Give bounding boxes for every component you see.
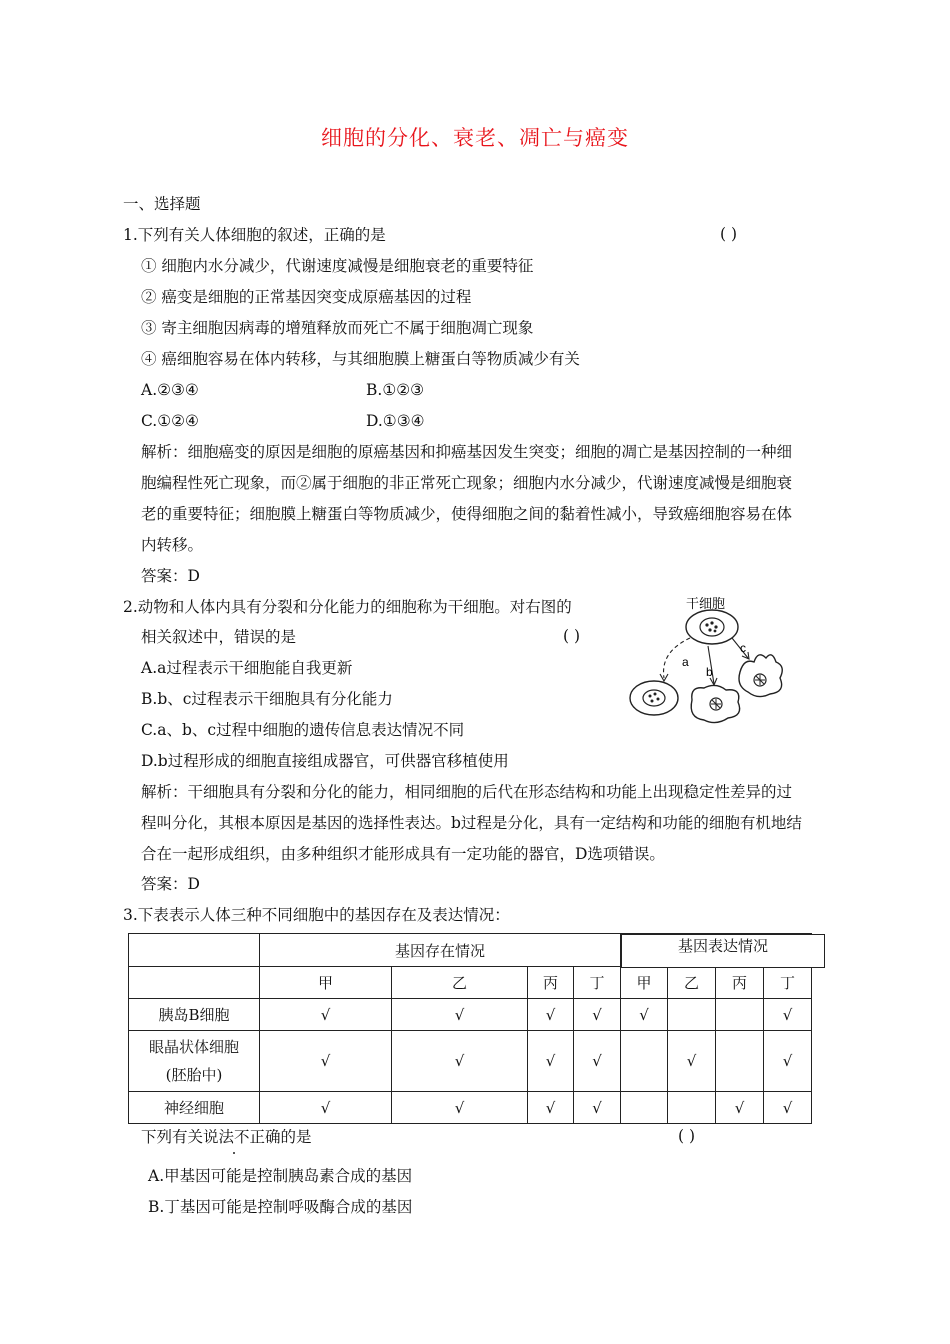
q1-item-4: ④ 癌细胞容易在体内转移，与其细胞膜上糖蛋白等物质减少有关 — [141, 350, 580, 368]
table-cell: √ — [528, 1092, 574, 1124]
q1-answer: 答案：D — [141, 567, 200, 585]
daughter-stem-cell-icon — [630, 681, 678, 715]
q3-stem: 3.下表表示人体三种不同细胞中的基因存在及表达情况： — [123, 906, 510, 924]
gene-col-header: 丁 — [764, 967, 812, 999]
q2-option-b: B.b、c过程表示干细胞具有分化能力 — [141, 690, 393, 708]
table-cell — [621, 1092, 668, 1124]
q1-analysis-line: 内转移。 — [141, 536, 204, 554]
stem-cell-icon — [686, 610, 738, 644]
table-cell: √ — [764, 1092, 812, 1124]
gene-col-header: 乙 — [392, 967, 528, 999]
q1-item-3: ③ 寄主细胞因病毒的增殖释放而死亡不属于细胞凋亡现象 — [141, 319, 534, 337]
gene-col-header: 甲 — [621, 967, 668, 999]
table-row — [129, 999, 812, 1031]
table-cell: √ — [392, 1092, 528, 1124]
table-cell: √ — [574, 1092, 621, 1124]
row-label: 神经细胞 — [129, 1092, 260, 1124]
row-label: 胰岛B细胞 — [129, 999, 260, 1031]
q2-analysis-line: 解析：干细胞具有分裂和分化的能力，相同细胞的后代在形态结构和功能上出现稳定性差异的过 — [141, 783, 793, 801]
differentiated-cell-b-icon — [691, 685, 739, 722]
table-cell: √ — [528, 999, 574, 1031]
table-cell — [716, 999, 764, 1031]
table-cell: √ — [260, 1092, 392, 1124]
page-title: 细胞的分化、衰老、凋亡与癌变 — [321, 126, 629, 150]
table-cell: √ — [764, 1031, 812, 1092]
header-express: 基因表达情况 — [621, 934, 825, 968]
table-cell: √ — [260, 1031, 392, 1092]
gene-col-header: 丁 — [574, 967, 621, 999]
table-cell: √ — [716, 1092, 764, 1124]
q1-option-c: C.①②④ — [141, 412, 199, 430]
arrow-a-label: a — [682, 655, 689, 669]
table-cell: √ — [574, 999, 621, 1031]
gene-col-header: 甲 — [260, 967, 392, 999]
q1-option-a: A.②③④ — [141, 381, 199, 399]
table-cell — [668, 1092, 716, 1124]
q1-item-1: ① 细胞内水分减少，代谢速度减慢是细胞衰老的重要特征 — [141, 257, 534, 275]
q1-analysis-line: 老的重要特征；细胞膜上糖蛋白等物质减少，使得细胞之间的黏着性减小，导致癌细胞容易在体 — [141, 505, 793, 523]
differentiated-cell-c-icon — [739, 655, 782, 697]
arrow-c-label: c — [740, 641, 746, 655]
table-cell: √ — [392, 999, 528, 1031]
emphasis-dot — [233, 1152, 235, 1154]
q2-stem: 2.动物和人体内具有分裂和分化能力的细胞称为干细胞。对右图的 — [123, 598, 572, 616]
table-cell: √ — [668, 1031, 716, 1092]
q2-answer-paren: ( ) — [563, 627, 581, 645]
table-row — [129, 1031, 812, 1092]
q1-stem: 1.下列有关人体细胞的叙述，正确的是 — [123, 226, 386, 244]
q3-option-a: A.甲基因可能是控制胰岛素合成的基因 — [148, 1167, 413, 1185]
q3-option-b: B.丁基因可能是控制呼吸酶合成的基因 — [148, 1198, 413, 1216]
q3-question: 下列有关说法不正确的是 — [141, 1128, 312, 1146]
table-row — [129, 1092, 812, 1124]
q2-option-d: D.b过程形成的细胞直接组成器官，可供器官移植使用 — [141, 752, 509, 770]
table-cell: √ — [764, 999, 812, 1031]
q1-option-b: B.①②③ — [366, 381, 425, 399]
q2-answer: 答案：D — [141, 875, 200, 893]
table-cell: √ — [574, 1031, 621, 1092]
gene-col-header: 丙 — [528, 967, 574, 999]
header-exist: 基因存在情况 — [260, 934, 621, 967]
stem-cell-diagram — [620, 592, 870, 732]
q1-analysis-line: 解析：细胞癌变的原因是细胞的原癌基因和抑癌基因发生突变；细胞的凋亡是基因控制的一种细 — [141, 443, 793, 461]
stem-cell-label: 干细胞 — [686, 596, 726, 611]
q2-analysis-line: 程叫分化，其根本原因是基因的选择性表达。b过程是分化，具有一定结构和功能的细胞有机地结 — [141, 814, 802, 832]
section-heading: 一、选择题 — [123, 195, 201, 213]
q2-analysis-line: 合在一起形成组织，由多种组织才能形成具有一定功能的器官，D选项错误。 — [141, 845, 665, 863]
table-cell: √ — [392, 1031, 528, 1092]
table-cell: √ — [260, 999, 392, 1031]
row-label: 眼晶状体细胞 (胚胎中) — [129, 1031, 260, 1092]
q2-option-c: C.a、b、c过程中细胞的遗传信息表达情况不同 — [141, 721, 465, 739]
q2-option-a: A.a过程表示干细胞能自我更新 — [141, 659, 353, 677]
table-cell — [716, 1031, 764, 1092]
table-cell — [621, 1031, 668, 1092]
table-cell — [668, 999, 716, 1031]
q1-option-d: D.①③④ — [366, 412, 425, 430]
table-cell: √ — [528, 1031, 574, 1092]
table-cell: √ — [621, 999, 668, 1031]
gene-col-header: 丙 — [716, 967, 764, 999]
gene-col-header: 乙 — [668, 967, 716, 999]
q2-stem-cont: 相关叙述中，错误的是 — [141, 628, 297, 646]
arrow-b-label: b — [706, 665, 713, 679]
q3-answer-paren: ( ) — [678, 1127, 696, 1145]
q1-item-2: ② 癌变是细胞的正常基因突变成原癌基因的过程 — [141, 288, 472, 306]
q1-answer-paren: ( ) — [720, 225, 738, 243]
q1-analysis-line: 胞编程性死亡现象，而②属于细胞的非正常死亡现象；细胞内水分减少，代谢速度减慢是细胞衰 — [141, 474, 793, 492]
